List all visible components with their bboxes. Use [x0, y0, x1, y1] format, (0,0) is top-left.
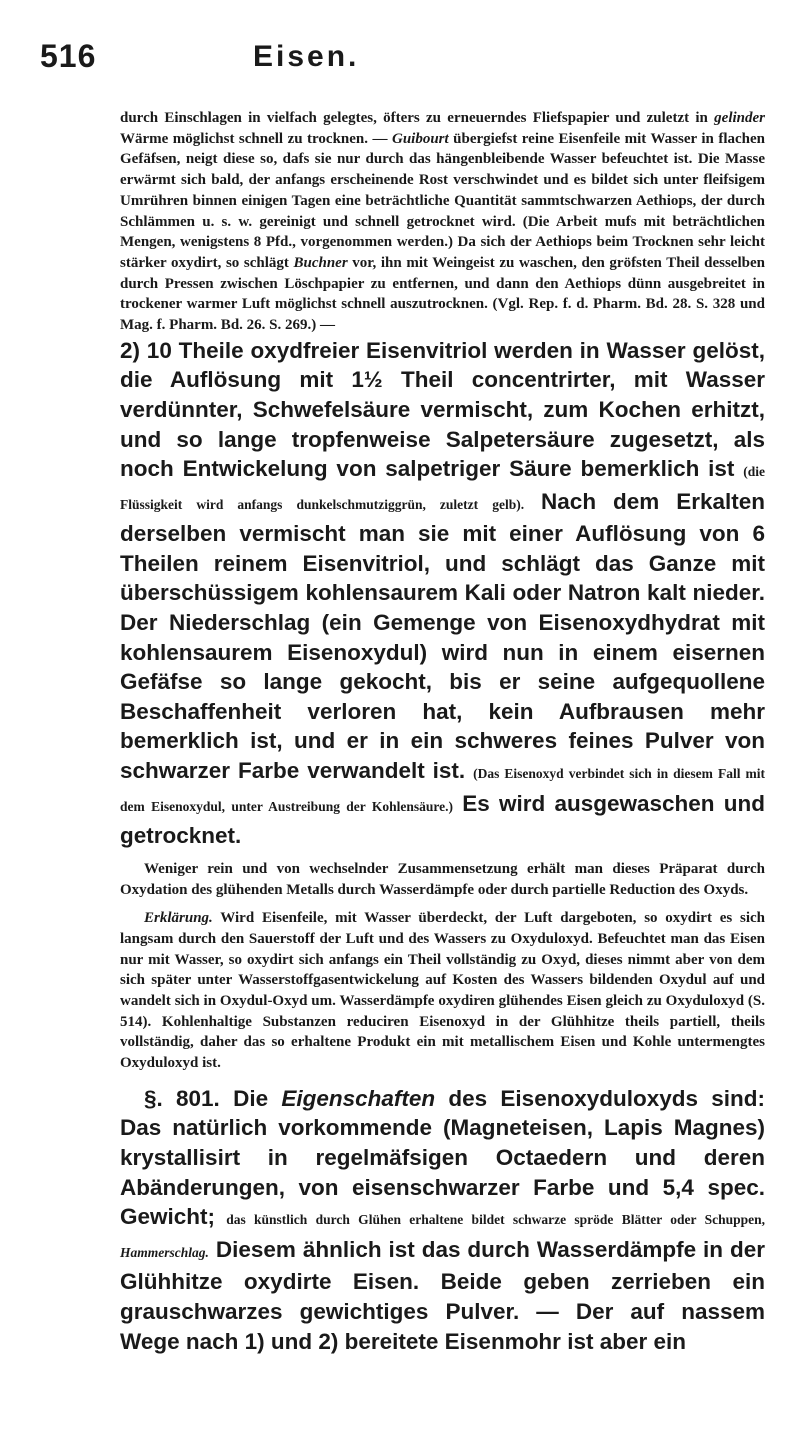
- author-name: Buchner: [293, 254, 348, 271]
- paragraph-guibourt-method: [120, 108, 765, 336]
- text-run: Weniger rein und von wechselnder Zusammensetzung erhält man dieses Präparat durch Oxydation des glühenden Metalls durch Wasserdämpfe oder durch partielle Reduction des Oxyds.: [120, 860, 765, 898]
- author-name: Guibourt: [391, 130, 449, 147]
- italic-term: Hammerschlag.: [120, 1244, 209, 1260]
- text-run: Diesem ähnlich ist das durch Wasserdämpfe in der Glühhitze oxydirte Eisen. Beide geben zerrieben ein grauschwarzes gewichtiges Pulver. — Der auf nassem Wege nach 1) und 2) bereitete Eisenmohr ist aber ein: [120, 1236, 765, 1354]
- paragraph-less-pure: [120, 859, 765, 900]
- section-heading: Eigenschaften: [281, 1085, 436, 1111]
- text-run: des Eisenoxyduloxyds sind: Das natürlich vorkommende (Magneteisen, Lapis Magnes) krystallisirt in regelmäfsigen Octaedern und deren Abänderungen, von eisenschwarzer Farbe und 5,4 spec. Gewicht;: [120, 1085, 765, 1230]
- text-run: Nach dem Erkalten derselben vermischt man sie mit einer Auflösung von 6 Theilen reinem Eisenvitriol, und schlägt das Ganze mit überschüssigem kohlensaurem Kali oder Natron kalt nieder. Der Niederschlag (ein Gemenge von Eisenoxydhydrat mit kohlensaurem Eisenoxydul) wird nun in einem eisernen Gefäfse so lange gekocht, bis er seine aufgequollene Beschaffenheit verloren hat, kein Aufbrausen mehr bemerklich ist, und er in ein schweres feines Pulver von schwarzer Farbe verwandelt ist.: [120, 488, 766, 784]
- text-run: übergiefst reine Eisenfeile mit Wasser in flachen Gefäfsen, neigt diese so, dafs sie nur durch das hängenbleibende Wasser befeuchtet ist. Die Masse erwärmt sich bald, der anfangs erscheinende Rost verschwindet und es bildet sich unter fleifsigem Umrühren binnen einigen Tagen eine beträchtliche Quantität sammtschwarzen Aethiops, der durch Schlämmen u. s. w. gereinigt und schnell getrocknet wird. (Die Arbeit mufs mit beträchtlichen Mengen, wenigstens 8 Pfd., vorgenommen werden.) Da sich der Aethiops beim Trocknen sehr leicht stärker oxydirt, so schlägt: [120, 130, 765, 271]
- text-run: Wird Eisenfeile, mit Wasser überdeckt, der Luft dargeboten, so oxydirt es sich langsam durch den Sauerstoff der Luft und des Wassers zu Oxyduloxyd. Befeuchtet man das Eisen nur mit Wasser, so oxydirt sich anfangs ein Theil vollständig zu Oxyd, dieses nimmt aber von dem sich später unter Wasserstoffgasentwickelung auf Kosten des Wassers bildenden Oxydul auf und wandelt sich in Oxydul-Oxyd um. Wasserdämpfe oxydiren glühendes Eisen gleich zu Oxyduloxyd (S. 514). Kohlenhaltige Substanzen reduciren Eisenoxyd in der Glühhitze theils partiell, theils vollständig, daher das so erhaltene Produkt ein mit metallischem Eisen und Kohle untermengtes Oxyduloxyd ist.: [120, 910, 765, 1072]
- section-number: §. 801. Die: [144, 1085, 282, 1111]
- parenthetical-note: (die Flüssigkeit wird anfangs dunkelschmutziggrün, zuletzt gelb).: [120, 464, 765, 512]
- italic-term: gelinder: [714, 110, 765, 126]
- section-label: Erklärung.: [144, 910, 213, 927]
- running-head: Eisen.: [253, 40, 360, 73]
- paragraph-section-801: [120, 1084, 765, 1356]
- text-run: Wärme möglichst schnell zu trocknen. —: [120, 130, 392, 147]
- page-number: 516: [40, 38, 97, 74]
- parenthetical-note: das künstlich durch Glühen erhaltene bildet schwarze spröde Blätter oder Schuppen,: [226, 1212, 765, 1228]
- text-run: Es wird ausgewaschen und getrocknet.: [120, 790, 765, 849]
- parenthetical-note: (Das Eisenoxyd verbindet sich in diesem Fall mit dem Eisenoxydul, unter Austreibung der Kohlensäure.): [120, 766, 765, 814]
- paragraph-method-2: [120, 336, 765, 851]
- page-body: [120, 108, 765, 1356]
- text-run: 2) 10 Theile oxydfreier Eisenvitriol werden in Wasser gelöst, die Auflösung mit 1½ Theil concentrirter, mit Wasser verdünnter, Schwefelsäure vermischt, zum Kochen erhitzt, und so lange tropfenweise Salpetersäure zugesetzt, als noch Entwickelung von salpetriger Säure bemerklich ist: [120, 337, 765, 482]
- paragraph-explanation: [120, 908, 765, 1074]
- page-header: [40, 32, 760, 82]
- text-run: durch Einschlagen in vielfach gelegtes, öfters zu erneuerndes Fliefspapier und zuletzt in: [120, 110, 715, 126]
- text-run: vor, ihn mit Weingeist zu waschen, den gröfsten Theil desselben durch Pressen zwischen Löschpapier zu entfernen, und dann den Aethiops dünn ausgebreitet in trockener warmer Luft möglichst schnell auszutrocknen. (Vgl. Rep. f. d. Pharm. Bd. 28. S. 328 und Mag. f. Pharm. Bd. 26. S. 269.) —: [120, 254, 765, 334]
